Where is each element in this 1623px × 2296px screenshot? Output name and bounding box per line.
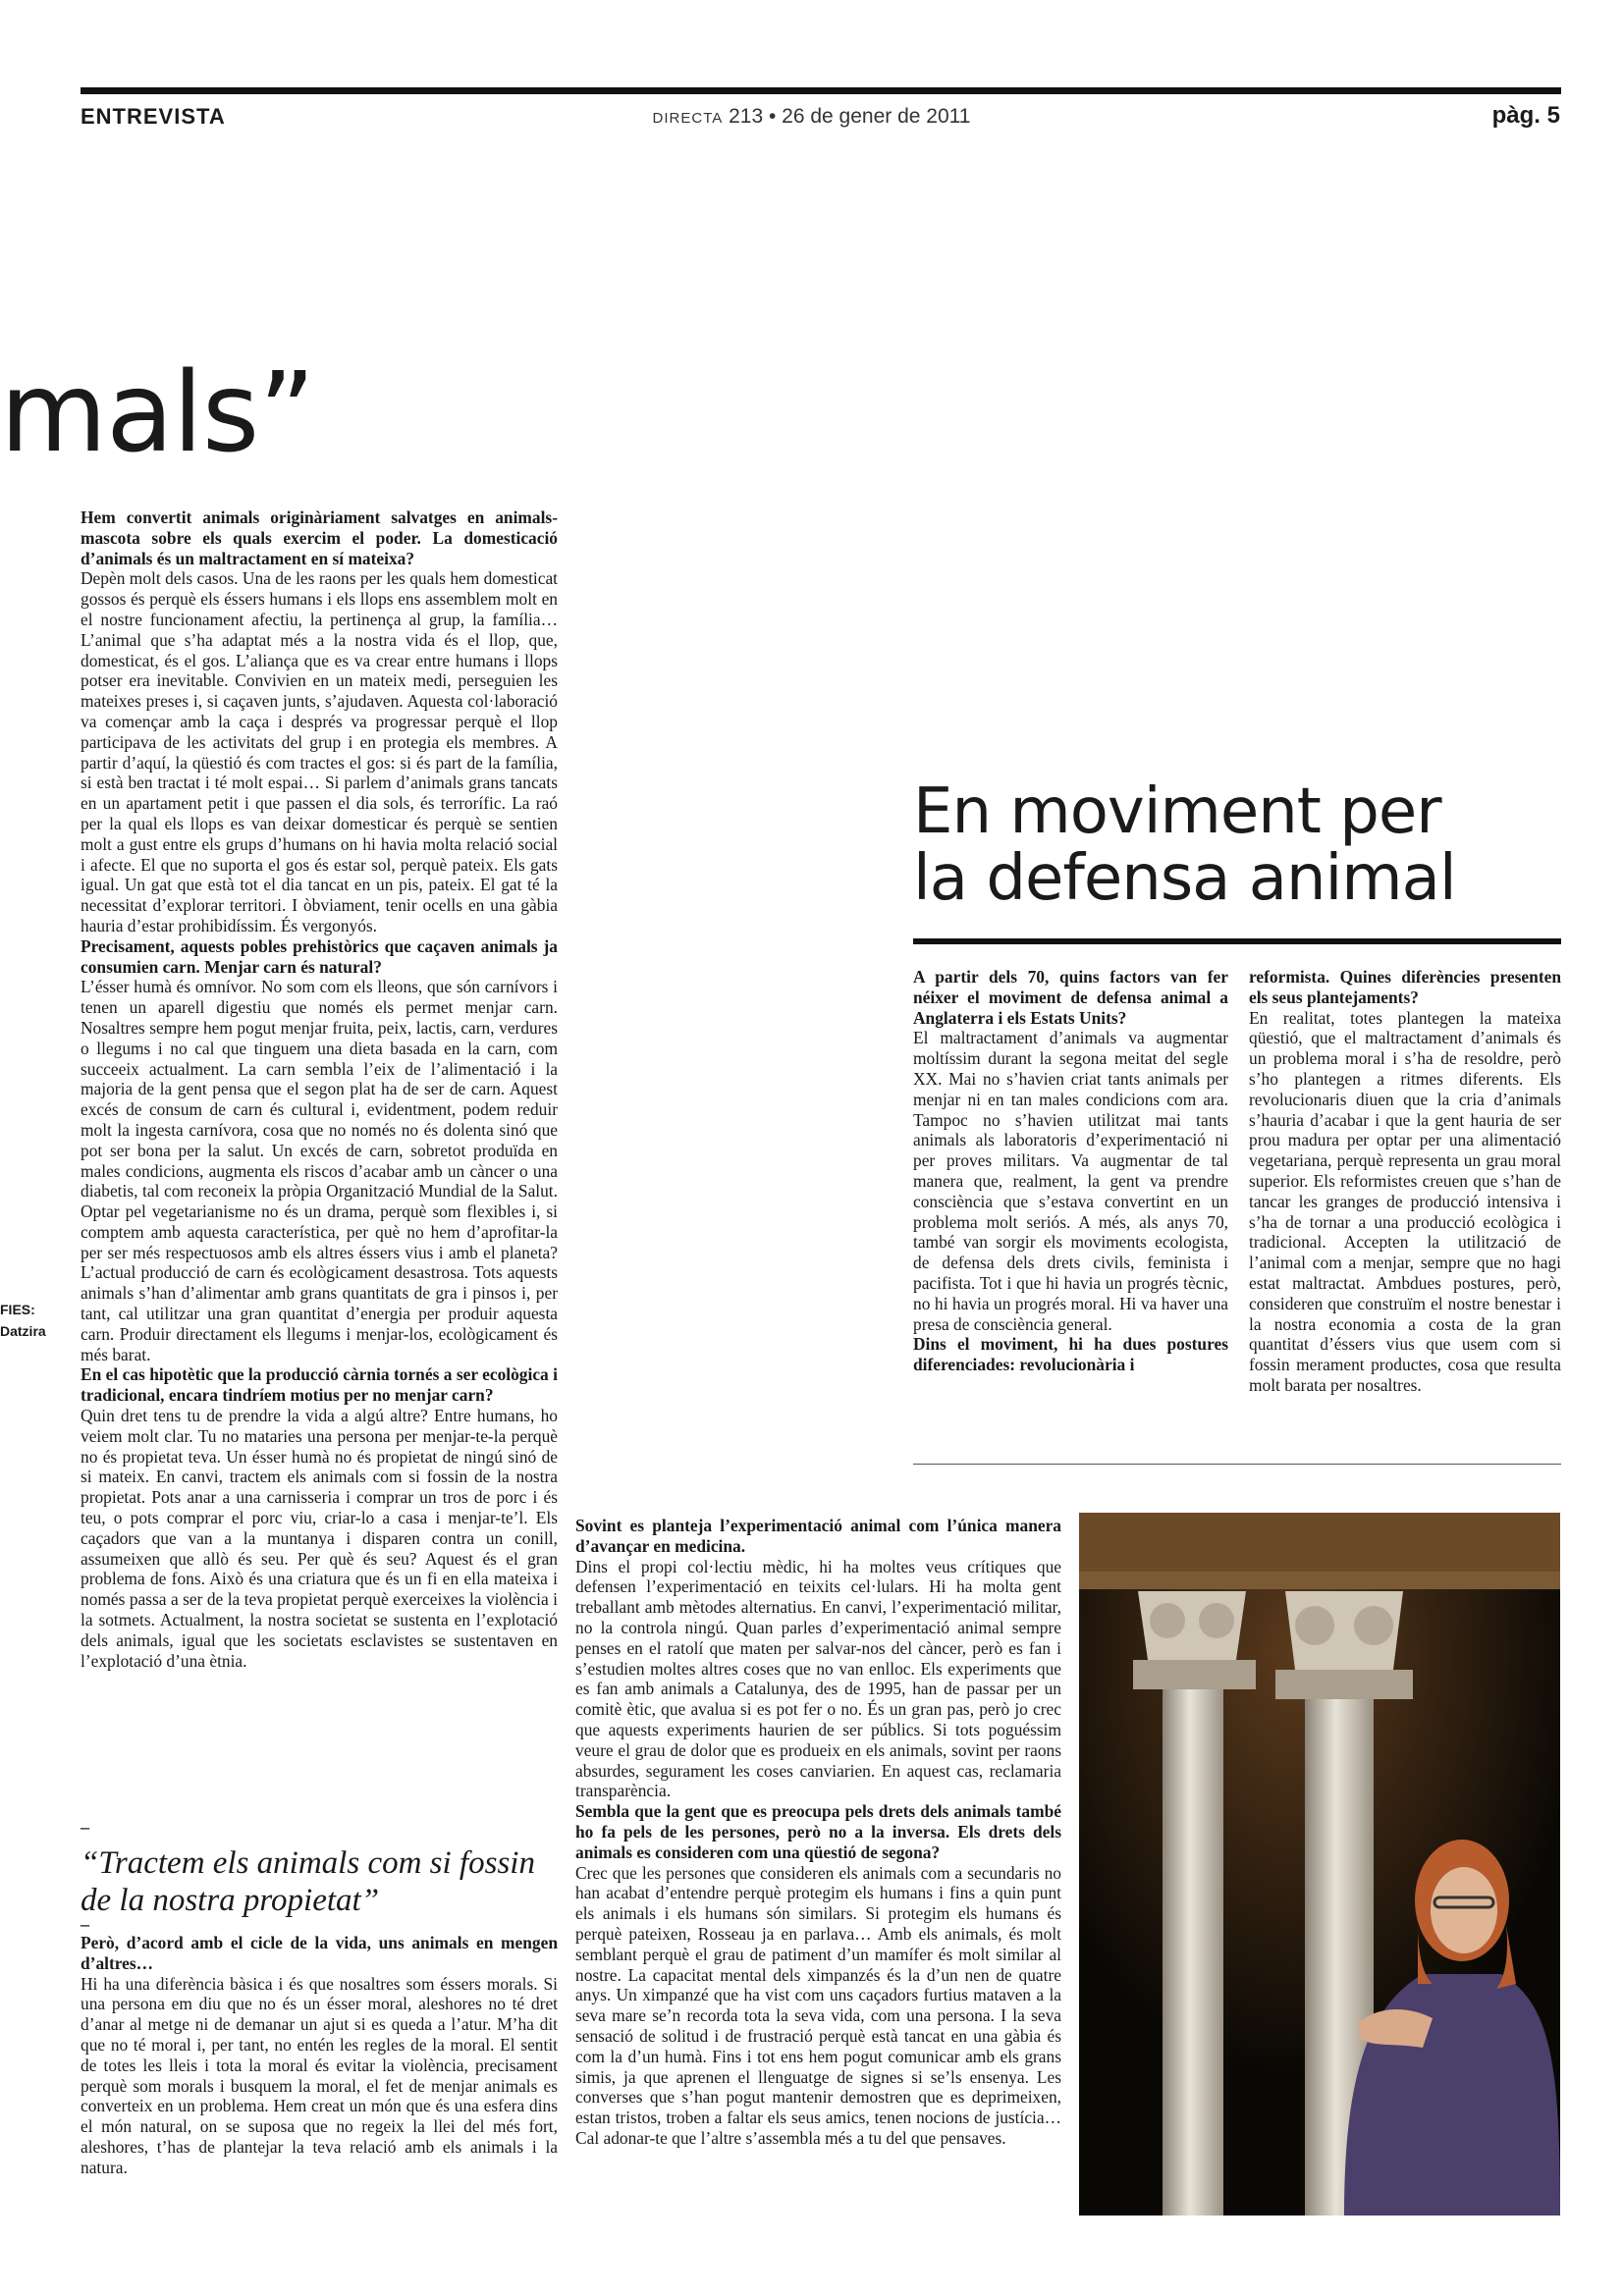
answer: L’ésser humà és omnívor. No som com els lleons, que són carnívors i tenen un aparell digestiu que només els permet menjar carn. Nosaltres sempre hem pogut menjar fruita, peix, lactis, carn, verdures o llegums i no cal que tinguem una dieta basada en la carn, com succeeix actualment. La carn sembla l’eix de l’alimentació i la majoria de la gent pensa que el segon plat ha de ser de carn. Aquest excés de consum de carn és cultural i, evidentment, podem reduir molt la ingesta carnívora, cosa que no només no és dolenta sinó que pot ser bona per la salut. Un excés de carn, sobretot produïda en males condicions, augmenta els riscos d’acabar amb un càncer o una diabetis, tal com reconeix la pròpia Organització Mundial de la Salut. Optar pel vegetarianisme no és un drama, perquè som flexibles i, si comptem amb aquesta característica, per què no hem d’aprofitar-la per ser més respectuosos amb els altres éssers vius i amb el planeta? L’actual producció de carn és ecològicament desastrosa. Tots aquests animals s’han d’alimentar amb grans quantitats de gra i pinsos i, per tant, cal utilitzar una gran quantitat d’energia per produir aquesta carn. Produir directament els llegums i menjar-los, ecològicament és més barat.	[81, 977, 558, 1364]
photo-illustration	[1079, 1513, 1560, 2216]
sidebar-title	[913, 775, 1542, 915]
sidebar-rule	[913, 938, 1561, 944]
answer: Dins el propi col·lectiu mèdic, hi ha moltes veus crítiques que defensen l’experimentació en teixits cel·lulars. Hi ha molta gent treballant amb mètodes alternatius. En canvi, l’experimentació militar, no la controla ningú. Quan parles d’experimentació animal sempre penses en el ratolí que maten per salvar-nos del càncer, però es fan i s’estudien moltes altres coses que no van enlloc. Els experiments que es fan amb animals a Catalunya, des de 1995, han de passar per un comitè ètic, que avalua si es pot fer o no. És un gran pas, però jo crec que aquests experiments haurien de ser públics. Si tots poguéssim veure el grau de dolor que es produeix en els animals, sovint per raons absurdes, segurament les coses canviarien. En aquest cas, reclamaria transparència.	[575, 1556, 1061, 1801]
article-column-left-lower	[81, 1933, 558, 2178]
publication-name: DIRECTA	[652, 110, 724, 127]
sidebar-column-1	[913, 967, 1228, 1375]
interview-photo	[1079, 1513, 1560, 2216]
question: A partir dels 70, quins factors van fer néixer el moviment de defensa animal a Anglaterra i els Estats Units?	[913, 967, 1228, 1028]
question: Hem convertit animals originàriament salvatges en animals-mascota sobre els quals exercim el poder. La domesticació d’animals és un maltractament en sí mateixa?	[81, 507, 558, 568]
issue-date: 213 • 26 de gener de 2011	[729, 105, 971, 128]
article-column-middle	[575, 1516, 1061, 2149]
question: Precisament, aquests pobles prehistòrics que caçaven animals ja consumien carn. Menjar carn és natural?	[81, 935, 558, 977]
pull-quote-dash: –	[81, 1817, 89, 1837]
sidebar-bottom-rule	[913, 1464, 1561, 1465]
answer: Quin dret tens tu de prendre la vida a algú altre? Entre humans, ho veiem molt clar. Tu no mataries una persona per menjar-te-la perquè no és propietat teva. Un ésser humà no és propietat de ningú sinó de si mateix. En canvi, tractem els animals com si fossin de la nostra propietat. Pots anar a una carnisseria i comprar un tros de porc i és teu, o pots comprar el porc viu, criar-lo a casa i menjar-te’l. Els caçadors que van a la muntanya i disparen contra un conill, assumeixen que allò és seu. Per què és seu? Aquest és el gran problema de fons. Això és una criatura que és un fi en ella mateixa i només passa a ser de la teva propietat perquè exerceixes la violència i la sotmets. Actualment, la nostra societat se sustenta en l’explotació dels animals, igual que les societats esclavistes se sustentaven en l’explotació d’una ètnia.	[81, 1406, 558, 1671]
question: Dins el moviment, hi ha dues postures diferenciades: revolucionària i	[913, 1334, 1228, 1375]
headline-fragment: mals”	[0, 349, 315, 477]
issue-info	[0, 105, 1623, 129]
answer: Crec que les persones que consideren els animals com a secundaris no han acabat d’entendre perquè protegim els humans i fins a quin punt els animals i els humans són similars. Si protegim els humans és perquè pateixen, Rosseau ja en parlava… Amb els animals, és molt semblant perquè el grau de patiment d’un mamífer és molt similar al nostre. La capacitat mental dels ximpanzés és la d’un nen de quatre anys. Un ximpanzé que ha vist com uns caçadors furtius mataven a la seva mare se’n recorda tota la seva vida, com una persona. I la seva sensació de solitud i de frustració perquè està tancat en una gàbia és com la d’un humà. Fins i tot ens hem pogut comunicar amb els grans simis, ja que aprenen el llenguatge de signes si se’ls ensenya. Les converses que s’han pogut mantenir demostren que es deprimeixen, estan tristos, troben a faltar els seus amics, tenen nocions de justícia… Cal adonar-te que l’altre s’assembla més a tu del que pensaves.	[575, 1862, 1061, 2148]
sidebar-column-2	[1249, 967, 1561, 1396]
credit-label: FIES:	[0, 1302, 35, 1317]
sidebar-title-line: En moviment per	[913, 775, 1441, 848]
question: En el cas hipotètic que la producció càrnia tornés a ser ecològica i tradicional, encara tindríem motius per no menjar carn?	[81, 1364, 558, 1406]
answer: Depèn molt dels casos. Una de les raons per les quals hem domesticat gossos és perquè els éssers humans i els llops ens assemblem molt en el nostre funcionament afectiu, la pertinença al grup, la família… L’animal que s’ha adaptat més a la nostra vida és el llop, que, domesticat, és el gos. L’aliança que es va crear entre humans i llops potser era inevitable. Convivien en un mateix medi, perseguien les mateixes preses i, si caçaven junts, s’ajudaven. Aquesta col·laboració va començar amb la caça i després va progressar perquè el llop participava de les activitats del grup i en protegia els membres. A partir d’aquí, la qüestió és com tractes el gos: si és part de la família, si està ben tractat i té molt espai… Si parlem d’animals grans tancats en un apartament petit i que passen el dia sols, és terrorífic. La raó per la qual els llops es van deixar domesticar és perquè se sentien molt a gust entre els grups d’humans on hi havia molta relació social i afecte. El que no suporta el gos és estar sol, perquè pateix. Els gats igual. Un gat que està tot el dia tancat en un pis, pateix. El gat té la necessitat d’explorar territori. I òbviament, tenir ocells en una gàbia hauria d’estar prohibidíssim. És vergonyós.	[81, 568, 558, 935]
photo-credit	[0, 1299, 46, 1342]
credit-name: Datzira	[0, 1323, 46, 1339]
section-label: ENTREVISTA	[81, 104, 226, 129]
header-rule	[81, 87, 1561, 94]
article-column-left	[81, 507, 558, 1671]
question: reformista. Quines diferències presenten els seus plantejaments?	[1249, 967, 1561, 1007]
page-number: pàg. 5	[1491, 102, 1560, 129]
pull-quote: “Tractem els animals com si fossin de la nostra propietat”	[81, 1845, 535, 1918]
question: Sovint es planteja l’experimentació animal com l’única manera d’avançar en medicina.	[575, 1516, 1061, 1556]
answer: Hi ha una diferència bàsica i és que nosaltres som éssers morals. Si una persona em diu que no és un ésser moral, aleshores no té dret d’anar al metge ni de demanar un ajut si es queda a l’atur. M’ha dit que no té moral i, per tant, no entén les regles de la moral. El sentit de totes les lleis i tota la moral és evitar la violència, precisament perquè som morals i busquem la moral, el fet de menjar animals es converteix en un problema. Hem creat un món que és una esfera dins el món natural, on se suposa que no regeix la llei del més fort, aleshores, t’has de plantejar la teva relació amb els animals i la natura.	[81, 1973, 558, 2177]
question: Sembla que la gent que es preocupa pels drets dels animals també ho fa pels de les persones, però no a la inversa. Els drets dels animals es consideren com una qüestió de segona?	[575, 1801, 1061, 1862]
answer: En realitat, totes plantegen la mateixa qüestió, que el maltractament d’animals és un problema moral i s’ha de resoldre, però s’ho plantegen a ritmes diferents. Els revolucionaris diuen que la cria d’animals s’hauria d’acabar i que la gent hauria de ser prou madura per optar per una alimentació vegetariana, perquè representa un grau moral superior. Els reformistes creuen que s’han de tancar les granges de producció intensiva i s’ha de tornar a una producció ecològica i tradicional. Accepten la utilització de l’animal com a menjar, sempre que no hagi estat maltractat. Ambdues postures, però, consideren que construïm el nostre benestar i la nostra economia a costa de la gran quantitat d’éssers vius que usem com si fossin merament productes, cosa que resulta molt barata per nosaltres.	[1249, 1007, 1561, 1395]
pull-quote-dash: –	[81, 1914, 89, 1934]
question: Però, d’acord amb el cicle de la vida, uns animals en mengen d’altres…	[81, 1933, 558, 1973]
sidebar-title-line: la defensa animal	[913, 842, 1456, 915]
answer: El maltractament d’animals va augmentar moltíssim durant la segona meitat del segle XX. Mai no s’havien criat tants animals per menjar ni en tan males condicions com ara. Tampoc no s’havien utilitzat mai tants animals als laboratoris d’experimentació ni per proves militars. Va augmentar de tal manera que, realment, la gent va prendre consciència que s’estava convertint en un problema molt seriós. A més, als anys 70, també van sorgir els moviments ecologista, de defensa dels drets civils, feminista i pacifista. Tot i que hi havia un progrés tècnic, no hi havia un progrés moral. Hi va haver una presa de consciència general.	[913, 1028, 1228, 1334]
